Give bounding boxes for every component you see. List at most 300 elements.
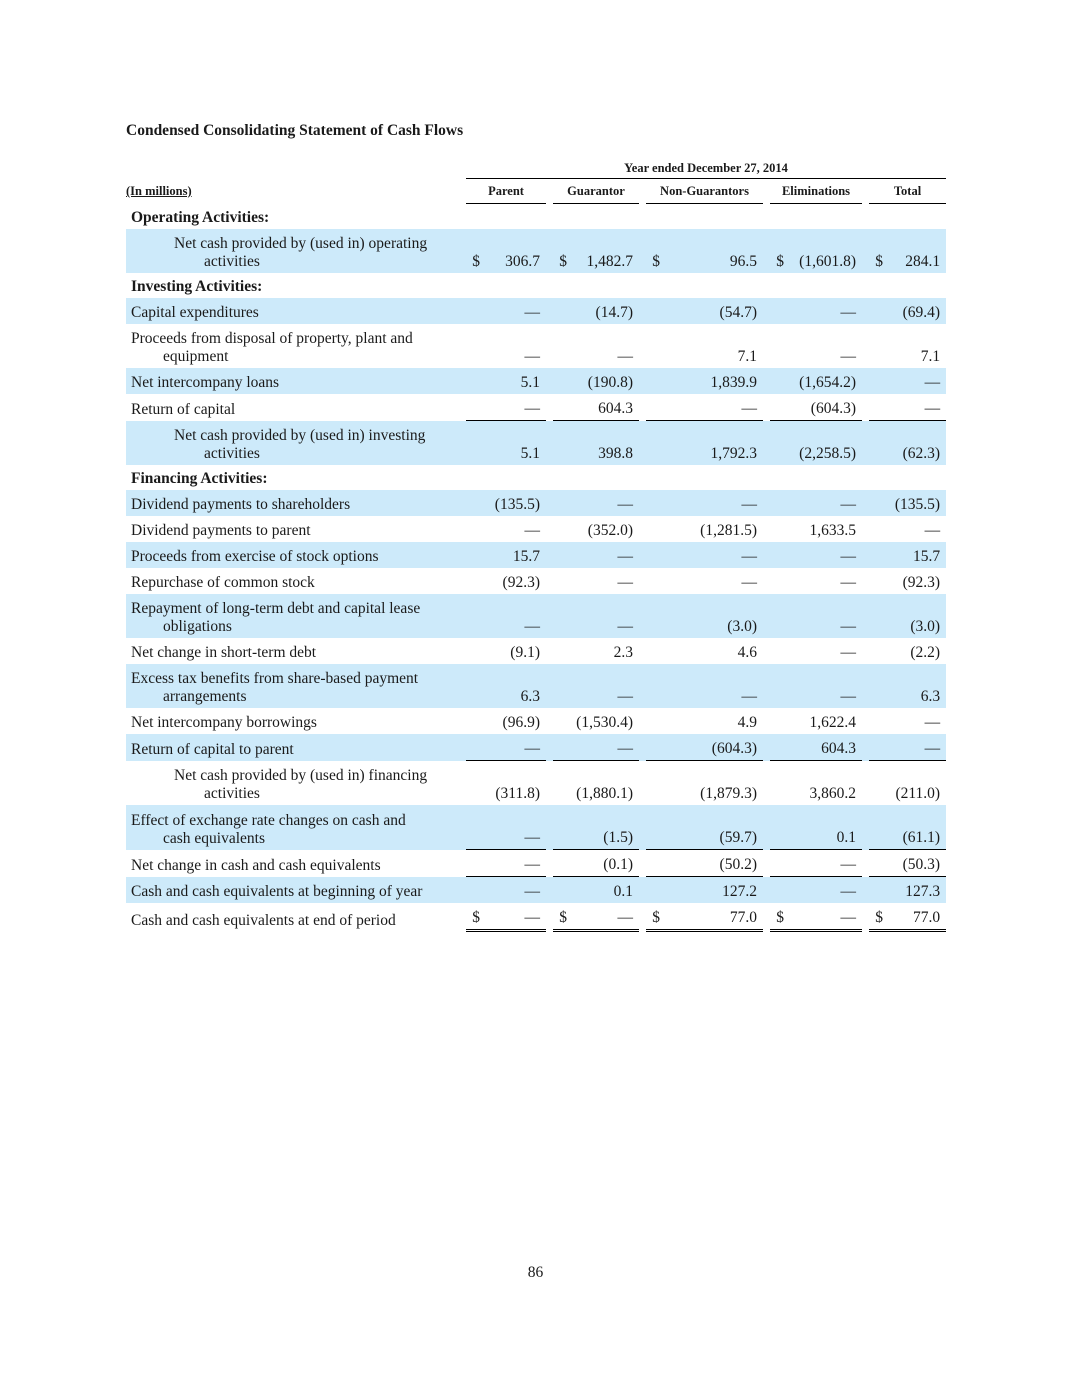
row-label [126,542,466,568]
column-gap [763,368,770,394]
cell-value: — [741,496,757,513]
cell-value: (54.7) [719,304,757,321]
cell-value: — [924,400,941,417]
row-label-text: Proceeds from disposal of property, plant and [131,330,413,347]
cell-value: — [617,618,633,635]
cell-non-guarantors [646,298,763,324]
row-label [126,877,466,903]
cell-value: (9.1) [510,644,540,661]
column-gap [639,734,646,761]
cell-value: — [840,618,856,635]
cell-value: 5.1 [520,374,540,391]
cell-eliminations [770,324,862,368]
cell-eliminations [770,568,862,594]
table-row [126,229,946,273]
cell-value: 127.3 [905,883,941,900]
column-gap [546,568,553,594]
column-gap [862,490,869,516]
cell-value: 96.5 [729,253,757,270]
row-label [126,490,466,516]
cell-value: — [840,574,856,591]
row-label [126,664,466,708]
cell-total [869,708,946,734]
cell-total [869,368,946,394]
cell-value: (92.3) [902,574,941,591]
row-label [126,324,466,368]
cell-value: (69.4) [902,304,941,321]
column-gap [763,638,770,664]
column-gap [763,394,770,421]
column-gap [862,394,869,421]
row-label-text: Repayment of long-term debt and capital lease [131,600,421,617]
column-gap [862,516,869,542]
cell-value: 77.0 [729,909,757,926]
table-row [126,708,946,734]
cell-parent [466,394,546,421]
cell-value: (92.3) [502,574,540,591]
cell-total [869,568,946,594]
cell-non-guarantors [646,850,763,877]
row-label-text: Net intercompany borrowings [131,714,317,731]
column-gap [763,734,770,761]
cell-value: (0.1) [603,856,633,873]
cell-non-guarantors [646,594,763,638]
cell-non-guarantors [646,421,763,465]
cell-value: — [840,348,856,365]
cell-parent [466,877,546,903]
cell-total [869,542,946,568]
cell-value: (50.3) [902,856,941,873]
column-gap [639,664,646,708]
row-label [126,298,466,324]
column-gap [639,229,646,273]
column-gap [639,761,646,805]
column-gap [763,421,770,465]
column-gap [546,542,553,568]
column-gap [639,850,646,877]
col-total: Total [869,179,946,204]
cell-total [869,421,946,465]
column-gap [546,594,553,638]
cell-value: — [524,522,540,539]
column-gap [546,421,553,465]
dollar-sign: $ [472,253,480,270]
row-label-text-cont: activities [204,785,260,802]
row-label-text: Net intercompany loans [131,374,280,391]
cell-value: — [524,856,540,873]
cell-value: 5.1 [520,445,540,462]
cell-total [869,394,946,421]
row-label [126,229,466,273]
section-header: Financing Activities: [131,470,268,487]
column-gap [639,394,646,421]
cell-guarantor [553,298,639,324]
cell-value: 77.0 [912,909,941,926]
row-label [126,516,466,542]
cell-guarantor [553,516,639,542]
row-label [126,594,466,638]
cell-value: 15.7 [512,548,540,565]
row-label-text-cont: obligations [163,618,232,635]
table-row [126,516,946,542]
cell-eliminations [770,542,862,568]
column-gap [639,368,646,394]
column-gap [639,594,646,638]
cell-eliminations [770,421,862,465]
cell-value: — [741,574,757,591]
cell-parent [466,516,546,542]
cell-eliminations [770,298,862,324]
column-gap [546,805,553,850]
column-header-row [126,179,946,204]
column-gap [546,877,553,903]
column-gap [763,490,770,516]
dollar-sign: $ [652,253,660,270]
section-header: Investing Activities: [131,278,263,295]
cell-total [869,324,946,368]
cell-total [869,877,946,903]
table-row [126,664,946,708]
column-gap [862,542,869,568]
cell-value: (1,601.8) [799,253,856,270]
cell-value: (1,654.2) [799,374,856,391]
cell-value: (3.0) [727,618,757,635]
table-row [126,850,946,877]
cell-guarantor [553,490,639,516]
cell-guarantor [553,877,639,903]
column-gap [546,850,553,877]
row-label [126,761,466,805]
column-gap [546,664,553,708]
cell-value: 306.7 [505,253,540,270]
column-gap [862,568,869,594]
column-gap [546,761,553,805]
cell-total [869,298,946,324]
cell-value: 1,622.4 [809,714,856,731]
cell-guarantor [553,324,639,368]
cell-eliminations [770,368,862,394]
row-label-text: Net cash provided by (used in) investing [174,427,426,444]
dollar-sign: $ [472,909,480,926]
cell-value: (2,258.5) [799,445,856,462]
table-row [126,368,946,394]
column-gap [639,708,646,734]
table-row [126,638,946,664]
row-label-text: Repurchase of common stock [131,574,315,591]
cell-value: — [617,688,633,705]
cell-parent [466,568,546,594]
col-parent: Parent [466,179,546,204]
cell-non-guarantors [646,368,763,394]
cell-value: 1,482.7 [586,253,633,270]
cell-eliminations [770,516,862,542]
cell-value: — [840,644,856,661]
cell-total [869,734,946,761]
cell-value: — [617,574,633,591]
cell-value: 2.3 [613,644,633,661]
cell-value: (1,530.4) [576,714,633,731]
cell-parent [466,542,546,568]
column-gap [763,877,770,903]
cell-eliminations [770,850,862,877]
cell-guarantor [553,734,639,761]
row-label-text: Dividend payments to parent [131,522,311,539]
cell-value: (311.8) [495,785,540,802]
column-gap [639,298,646,324]
row-label-text: Net cash provided by (used in) operating [174,235,428,252]
cell-value: — [924,374,941,391]
cell-guarantor [553,761,639,805]
table-row [126,421,946,465]
cell-parent [466,490,546,516]
column-gap [546,638,553,664]
column-gap [862,850,869,877]
cell-non-guarantors [646,490,763,516]
column-gap [546,368,553,394]
cell-parent [466,805,546,850]
column-gap [639,324,646,368]
cell-eliminations [770,805,862,850]
column-gap [639,516,646,542]
cell-parent [466,421,546,465]
cell-value: 7.1 [920,348,941,365]
cell-value: — [741,688,757,705]
col-eliminations: Eliminations [770,179,862,204]
cell-value: 4.6 [737,644,757,661]
cell-value: 604.3 [598,400,633,417]
row-label-text: Excess tax benefits from share-based payment [131,670,419,687]
cell-parent [466,664,546,708]
row-label [126,421,466,465]
cell-value: 6.3 [920,688,941,705]
cell-guarantor [553,229,639,273]
column-gap [862,664,869,708]
cell-guarantor [553,708,639,734]
cell-total [869,903,946,932]
column-gap [862,421,869,465]
cell-value: (61.1) [902,829,941,846]
cell-value: 7.1 [737,348,757,365]
cell-total [869,761,946,805]
row-label [126,568,466,594]
cell-parent [466,734,546,761]
cell-guarantor [553,850,639,877]
row-label-text: Net change in cash and cash equivalents [131,857,381,874]
column-gap [763,761,770,805]
column-gap [546,734,553,761]
column-gap [546,708,553,734]
dollar-sign: $ [776,253,784,270]
row-label-text-cont: activities [204,445,260,462]
column-gap [763,324,770,368]
cell-value: — [617,548,633,565]
row-label-text: Proceeds from exercise of stock options [131,548,379,565]
cell-guarantor [553,368,639,394]
cell-total [869,664,946,708]
dollar-sign: $ [776,909,784,926]
column-gap [639,877,646,903]
cell-non-guarantors [646,805,763,850]
cell-value: 398.8 [598,445,633,462]
column-gap [639,805,646,850]
cell-total [869,805,946,850]
column-gap [862,708,869,734]
period-caption: Year ended December 27, 2014 [466,156,946,179]
column-gap [862,761,869,805]
column-gap [763,516,770,542]
column-gap [862,734,869,761]
column-gap [862,877,869,903]
cell-value: (59.7) [719,829,757,846]
row-label-text: Capital expenditures [131,304,259,321]
cell-value: — [524,883,540,900]
cell-guarantor [553,542,639,568]
cell-value: 1,839.9 [710,374,757,391]
cell-value: (1,880.1) [576,785,633,802]
cell-eliminations [770,664,862,708]
cash-flow-table [126,156,946,932]
cell-non-guarantors [646,903,763,932]
cell-value: — [524,740,540,757]
column-gap [546,394,553,421]
column-gap [546,229,553,273]
cell-parent [466,903,546,932]
cell-value: (3.0) [910,618,941,635]
cell-value: — [617,909,633,926]
dollar-sign: $ [875,909,883,926]
col-non-guarantors: Non-Guarantors [646,179,763,204]
cell-value: — [840,856,856,873]
column-gap [546,903,553,932]
cell-value: — [617,496,633,513]
column-gap [763,568,770,594]
cell-value: — [741,548,757,565]
cell-total [869,516,946,542]
cell-eliminations [770,877,862,903]
cell-eliminations [770,761,862,805]
column-gap [862,298,869,324]
cell-eliminations [770,734,862,761]
cell-value: 1,633.5 [809,522,856,539]
cell-value: — [840,548,856,565]
cell-guarantor [553,664,639,708]
cell-value: — [840,304,856,321]
cell-total [869,594,946,638]
row-label-text: Net cash provided by (used in) financing [174,767,428,784]
cell-value: — [840,688,856,705]
cell-value: — [524,304,540,321]
cell-parent [466,298,546,324]
row-label-text: Cash and cash equivalents at end of period [131,912,396,929]
cell-value: (352.0) [587,522,633,539]
cell-parent [466,368,546,394]
row-label [126,394,466,421]
cell-guarantor [553,421,639,465]
dollar-sign: $ [559,909,567,926]
table-row [126,568,946,594]
cell-value: 4.9 [737,714,757,731]
cell-parent [466,850,546,877]
cell-non-guarantors [646,664,763,708]
cell-value: — [524,618,540,635]
units-label: (In millions) [126,184,192,198]
row-label-text: Return of capital [131,401,236,418]
cell-value: (1,281.5) [700,522,757,539]
cell-value: (96.9) [502,714,540,731]
cell-value: — [524,348,540,365]
dollar-sign: $ [875,253,883,270]
cell-guarantor [553,638,639,664]
row-label [126,638,466,664]
row-label [126,734,466,761]
row-label [126,805,466,850]
cell-value: — [924,714,941,731]
cell-non-guarantors [646,229,763,273]
dollar-sign: $ [559,253,567,270]
cell-total [869,490,946,516]
column-gap [763,850,770,877]
table-row [126,490,946,516]
column-gap [862,903,869,932]
section-header: Operating Activities: [131,209,270,226]
table-row [126,903,946,932]
cell-non-guarantors [646,394,763,421]
cell-value: — [840,909,856,926]
cell-value: — [524,829,540,846]
cell-parent [466,708,546,734]
cell-eliminations [770,490,862,516]
column-gap [639,568,646,594]
row-label-text-cont: arrangements [163,688,247,705]
row-label [126,708,466,734]
cell-value: — [524,909,540,926]
column-gap [763,708,770,734]
cell-non-guarantors [646,877,763,903]
cell-parent [466,324,546,368]
row-label-text-cont: equipment [163,348,229,365]
column-gap [763,805,770,850]
column-gap [639,490,646,516]
cell-parent [466,761,546,805]
table-row [126,542,946,568]
cell-value: 0.1 [613,883,633,900]
column-gap [639,421,646,465]
cell-value: — [840,883,856,900]
row-label-text-cont: cash equivalents [163,830,266,847]
table-row [126,324,946,368]
cell-eliminations [770,594,862,638]
cell-eliminations [770,708,862,734]
cell-non-guarantors [646,761,763,805]
page-number: 86 [527,1264,544,1281]
table-row [126,734,946,761]
cell-total [869,229,946,273]
cell-eliminations [770,903,862,932]
cell-value: — [617,348,633,365]
column-gap [862,368,869,394]
cell-value: — [924,740,941,757]
table-row [126,394,946,421]
column-gap [763,594,770,638]
cell-value: 284.1 [905,253,941,270]
cell-value: — [924,522,941,539]
cell-guarantor [553,394,639,421]
column-gap [763,903,770,932]
column-gap [546,490,553,516]
row-label [126,850,466,877]
cell-value: (62.3) [902,445,941,462]
row-label-text: Net change in short-term debt [131,644,317,661]
